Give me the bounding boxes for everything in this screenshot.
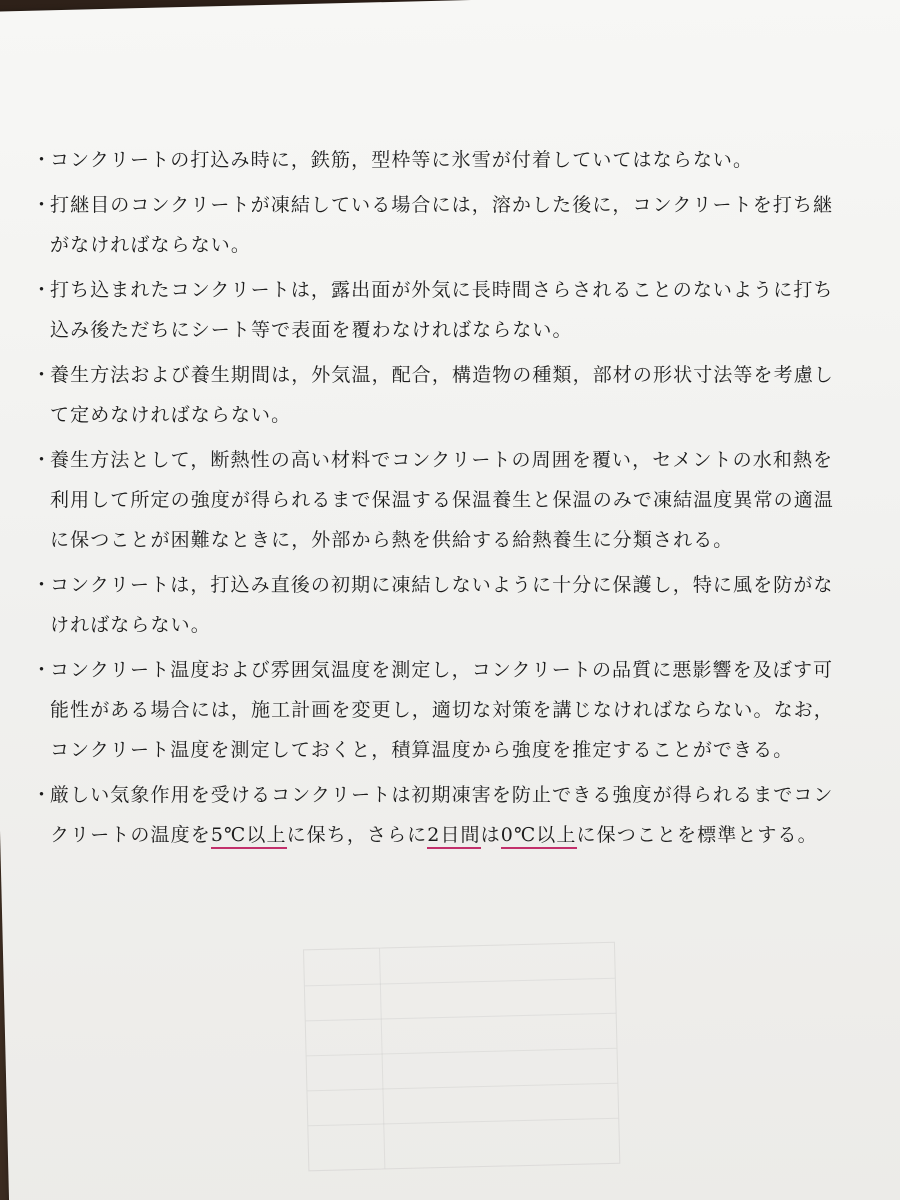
text-fragment: は	[480, 824, 501, 846]
bullet-mark: ・	[32, 194, 53, 216]
list-item	[28, 565, 878, 645]
highlighted-text: 2日間	[427, 824, 480, 849]
bullet-mark: ・	[32, 279, 53, 301]
text-fragment: に保ち，さらに	[286, 824, 428, 846]
bullet-mark: ・	[32, 659, 53, 681]
bullet-mark: ・	[32, 784, 53, 806]
bullet-mark: ・	[32, 364, 53, 386]
bullet-mark: ・	[32, 149, 53, 171]
list-item	[28, 355, 878, 435]
item-text	[50, 815, 878, 855]
list-item	[28, 140, 878, 180]
item-text: ければならない。	[50, 614, 211, 636]
list-item	[28, 440, 878, 560]
item-text: 養生方法として，断熱性の高い材料でコンクリートの周囲を覆い，セメントの水和熱を	[50, 449, 834, 471]
item-text: コンクリートの打込み時に，鉄筋，型枠等に氷雪が付着していてはならない。	[50, 149, 754, 171]
bullet-mark: ・	[32, 449, 53, 471]
item-text: がなければならない。	[50, 234, 252, 256]
bullet-mark: ・	[32, 574, 53, 596]
item-text: 打継目のコンクリートが凍結している場合には，溶かした後に，コンクリートを打ち継	[50, 194, 834, 216]
item-text: て定めなければならない。	[50, 404, 292, 426]
list-item	[28, 775, 878, 855]
highlighted-text: 5℃以上	[211, 824, 287, 849]
item-text: 込み後ただちにシート等で表面を覆わなければならない。	[50, 319, 573, 341]
highlighted-text: 0℃以上	[501, 824, 577, 849]
item-text: 利用して所定の強度が得られるまで保温する保温養生と保温のみで凍結温度異常の適温	[50, 489, 834, 511]
item-text: コンクリート温度を測定しておくと，積算温度から強度を推定することができる。	[50, 739, 794, 761]
list-item	[28, 270, 878, 350]
bleed-through-table	[303, 942, 620, 1172]
item-text: 打ち込まれたコンクリートは，露出面が外気に長時間さらされることのないように打ち	[50, 279, 834, 301]
list-item	[28, 650, 878, 770]
text-fragment: クリートの温度を	[50, 824, 211, 846]
item-text: 能性がある場合には，施工計画を変更し，適切な対策を講じなければならない。なお，	[50, 699, 834, 721]
item-text: 養生方法および養生期間は，外気温，配合，構造物の種類，部材の形状寸法等を考慮し	[50, 364, 834, 386]
item-text: コンクリート温度および雰囲気温度を測定し，コンクリートの品質に悪影響を及ぼす可	[50, 659, 834, 681]
item-text: 厳しい気象作用を受けるコンクリートは初期凍害を防止できる強度が得られるまでコン	[50, 784, 834, 806]
text-fragment: に保つことを標準とする。	[576, 824, 818, 846]
item-text: コンクリートは，打込み直後の初期に凍結しないように十分に保護し，特に風を防がな	[50, 574, 834, 596]
text-content	[28, 140, 878, 860]
item-text: に保つことが困難なときに，外部から熱を供給する給熱養生に分類される。	[50, 529, 734, 551]
list-item	[28, 185, 878, 265]
